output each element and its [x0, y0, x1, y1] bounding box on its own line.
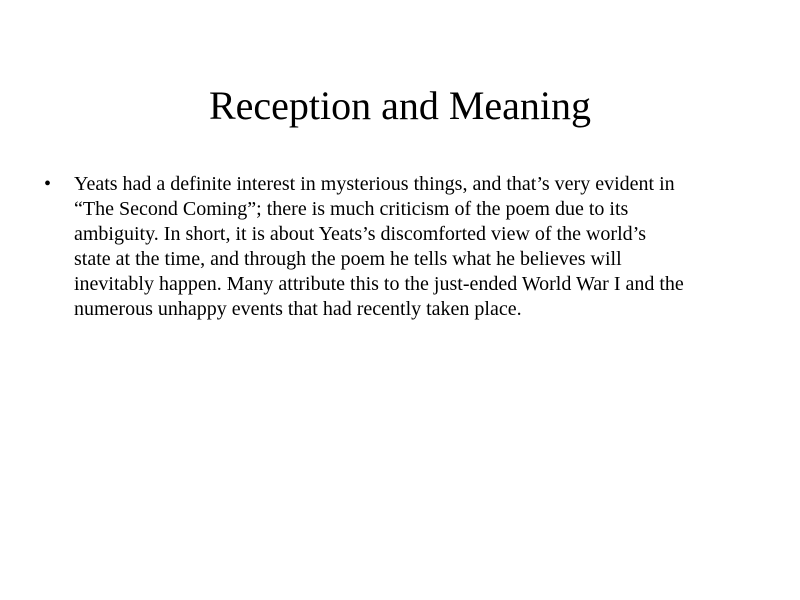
bullet-marker: • [44, 173, 52, 195]
slide-title: Reception and Meaning [208, 83, 592, 128]
bullet-item [44, 172, 684, 322]
bullet-text: Yeats had a definite interest in mysterious things, and that’s very evident in “The Second Coming”; there is much criticism of the poem due to its ambiguity. In short, it is about Yeats’s discomforted view of the world’s state at the time, and through the poem he tells what he believes will inevitably happen. Many attribute this to the just-ended World War I and the numerous unhappy events that had recently taken place. [74, 173, 684, 320]
